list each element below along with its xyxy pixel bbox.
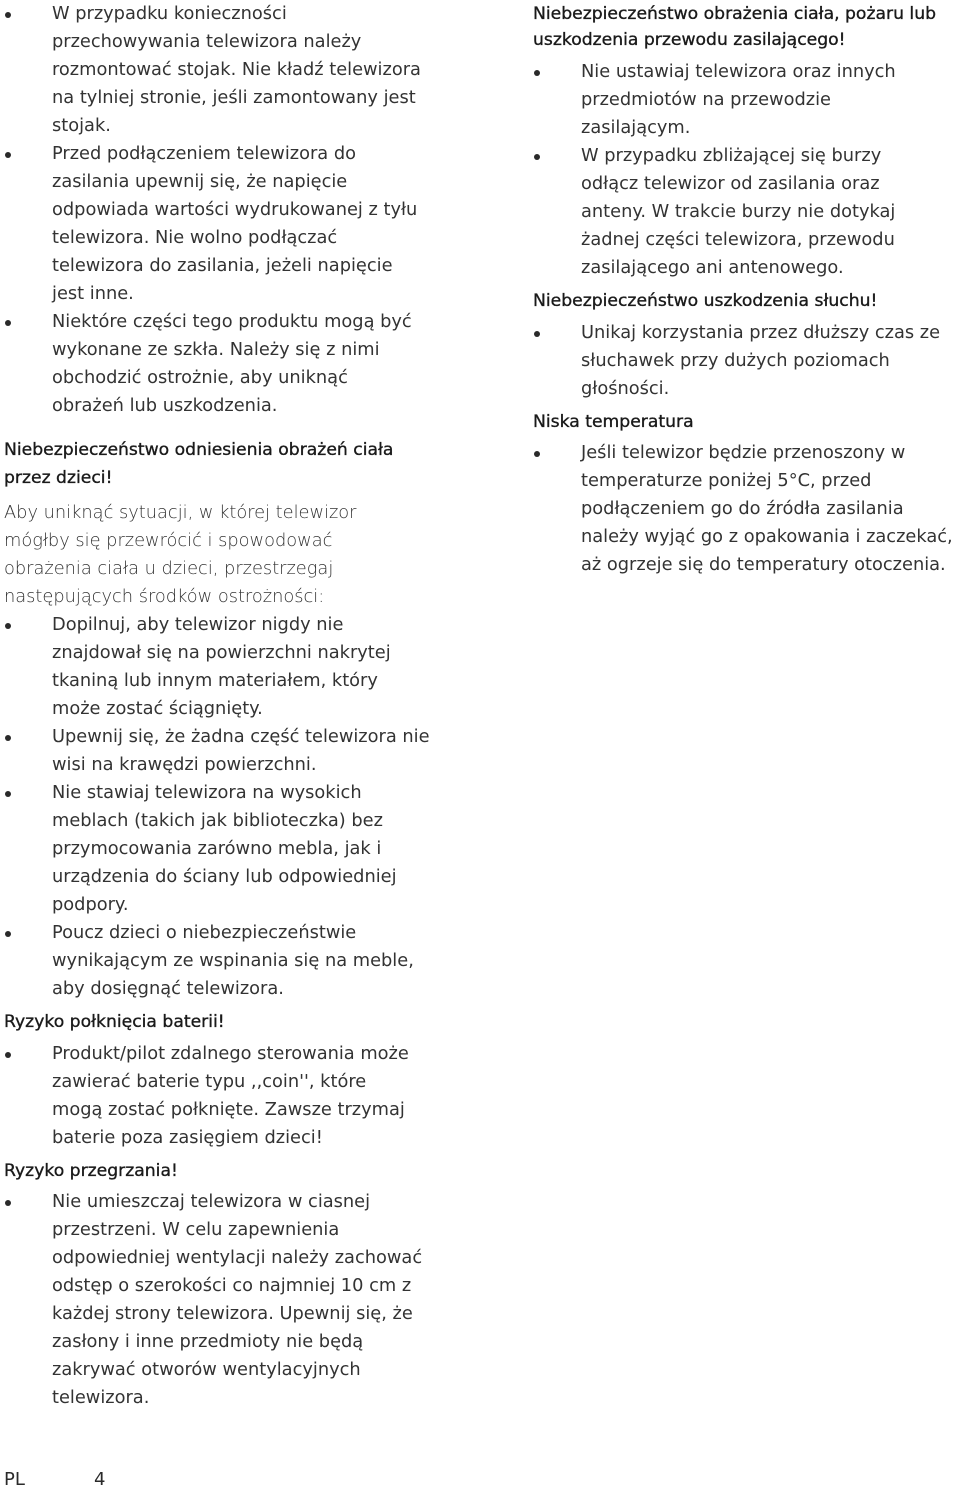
list-item bbox=[4, 1040, 422, 1152]
warning-list-hearing bbox=[533, 319, 960, 403]
list-item-text: Przed podłączeniem telewizora do zasilania upewnij się, że napięcie odpowiada wartości wydrukowanej z tyłu telewizora. Nie wolno podłączać telewizora do zasilania, jeżeli napięcie jest inne. bbox=[52, 143, 418, 304]
list-item-text: Dopilnuj, aby telewizor nigdy nie znajdował się na powierzchni nakrytej tkaniną lub innym materiałem, który może zostać ściągnięty. bbox=[52, 614, 391, 719]
list-item-text: Poucz dzieci o niebezpieczeństwie wynikającym ze wspinania się na meble, aby dosięgnąć telewizora. bbox=[52, 922, 414, 999]
section-heading-overheat: Ryzyko przegrzania! bbox=[4, 1160, 178, 1181]
left-column bbox=[4, 0, 444, 1412]
list-item-text: Nie stawiaj telewizora na wysokich meblach (takich jak biblioteczka) bez przymocowania zarówno mebla, jak i urządzenia do ściany lub odpowiedniej podpory. bbox=[52, 782, 397, 915]
section-heading-children: Niebezpieczeństwo odniesienia obrażeń ciała przez dzieci! bbox=[4, 440, 394, 488]
list-item bbox=[533, 58, 931, 142]
list-item bbox=[533, 319, 960, 403]
list-item-text: Nie ustawiaj telewizora oraz innych przedmiotów na przewodzie zasilającym. bbox=[581, 61, 896, 138]
bullet-icon bbox=[534, 451, 540, 457]
right-column bbox=[533, 0, 960, 579]
list-item bbox=[4, 779, 432, 919]
list-item bbox=[533, 439, 960, 579]
bullet-icon bbox=[5, 931, 11, 937]
warning-list-children bbox=[4, 611, 444, 1003]
warning-list-temperature bbox=[533, 439, 960, 579]
warning-list-general bbox=[4, 0, 444, 420]
warning-list-overheat bbox=[4, 1188, 444, 1412]
list-item bbox=[4, 723, 432, 779]
page-number: 4 bbox=[94, 1469, 106, 1490]
children-intro-paragraph: Aby uniknąć sytuacji, w której telewizor mógłby się przewrócić i spowodować obrażenia ciała u dzieci, przestrzegaj następujących środków ostrożności: bbox=[4, 502, 357, 607]
bullet-icon bbox=[5, 1052, 11, 1058]
list-item-text: W przypadku zbliżającej się burzy odłącz telewizor od zasilania oraz anteny. W trakcie burzy nie dotykaj żadnej części telewizora, przewodu zasilającego ani antenowego. bbox=[581, 145, 896, 278]
list-item bbox=[4, 308, 422, 420]
list-item-text: Jeśli telewizor będzie przenoszony w temperaturze poniżej 5°C, przed podłączeniem go do źródła zasilania należy wyjąć go z opakowania i zaczekać, aż ogrzeje się do temperatury otoczenia. bbox=[581, 442, 953, 575]
list-item-text: Niektóre części tego produktu mogą być wykonane ze szkła. Należy się z nimi obchodzić ostrożnie, aby uniknąć obrażeń lub uszkodzenia. bbox=[52, 311, 412, 416]
bullet-icon bbox=[5, 735, 11, 741]
warning-list-power bbox=[533, 58, 960, 282]
list-item-text: Nie umieszczaj telewizora w ciasnej przestrzeni. W celu zapewnienia odpowiedniej wentylacji należy zachować odstęp o szerokości co najmniej 10 cm z każdej strony telewizora. Upewnij się, że zasłony i inne przedmioty nie będą zakrywać otworów wentylacyjnych telewizora. bbox=[52, 1191, 423, 1408]
bullet-icon bbox=[534, 154, 540, 160]
bullet-icon bbox=[5, 152, 11, 158]
bullet-icon bbox=[534, 331, 540, 337]
section-heading-hearing: Niebezpieczeństwo uszkodzenia słuchu! bbox=[533, 291, 878, 311]
list-item-text: Produkt/pilot zdalnego sterowania może zawierać baterie typu ,,coin'', które mogą zostać połknięte. Zawsze trzymaj baterie poza zasięgiem dzieci! bbox=[52, 1042, 409, 1148]
bullet-icon bbox=[534, 70, 540, 76]
bullet-icon bbox=[5, 623, 11, 629]
list-item bbox=[4, 140, 422, 308]
bullet-icon bbox=[5, 12, 11, 18]
list-item-text: Unikaj korzystania przez dłuższy czas ze słuchawek przy dużych poziomach głośności. bbox=[581, 321, 941, 399]
list-item bbox=[4, 1188, 427, 1412]
warning-list-battery bbox=[4, 1040, 444, 1152]
list-item bbox=[4, 611, 422, 723]
bullet-icon bbox=[5, 1200, 11, 1206]
page-footer bbox=[4, 1468, 106, 1492]
footer-language: PL bbox=[4, 1469, 25, 1490]
section-heading-battery: Ryzyko połknięcia baterii! bbox=[4, 1012, 225, 1032]
list-item-text: W przypadku konieczności przechowywania telewizora należy rozmontować stojak. Nie kładź telewizora na tylniej stronie, jeśli zamontowany jest stojak. bbox=[52, 3, 421, 136]
list-item-text: Upewnij się, że żadna część telewizora nie wisi na krawędzi powierzchni. bbox=[52, 726, 430, 775]
list-item bbox=[533, 142, 931, 282]
bullet-icon bbox=[5, 791, 11, 797]
bullet-icon bbox=[5, 320, 11, 326]
section-heading-power: Niebezpieczeństwo obrażenia ciała, pożaru lub uszkodzenia przewodu zasilającego! bbox=[533, 4, 937, 50]
list-item bbox=[4, 919, 437, 1003]
section-heading-low-temperature: Niska temperatura bbox=[533, 411, 694, 432]
list-item bbox=[4, 0, 422, 140]
